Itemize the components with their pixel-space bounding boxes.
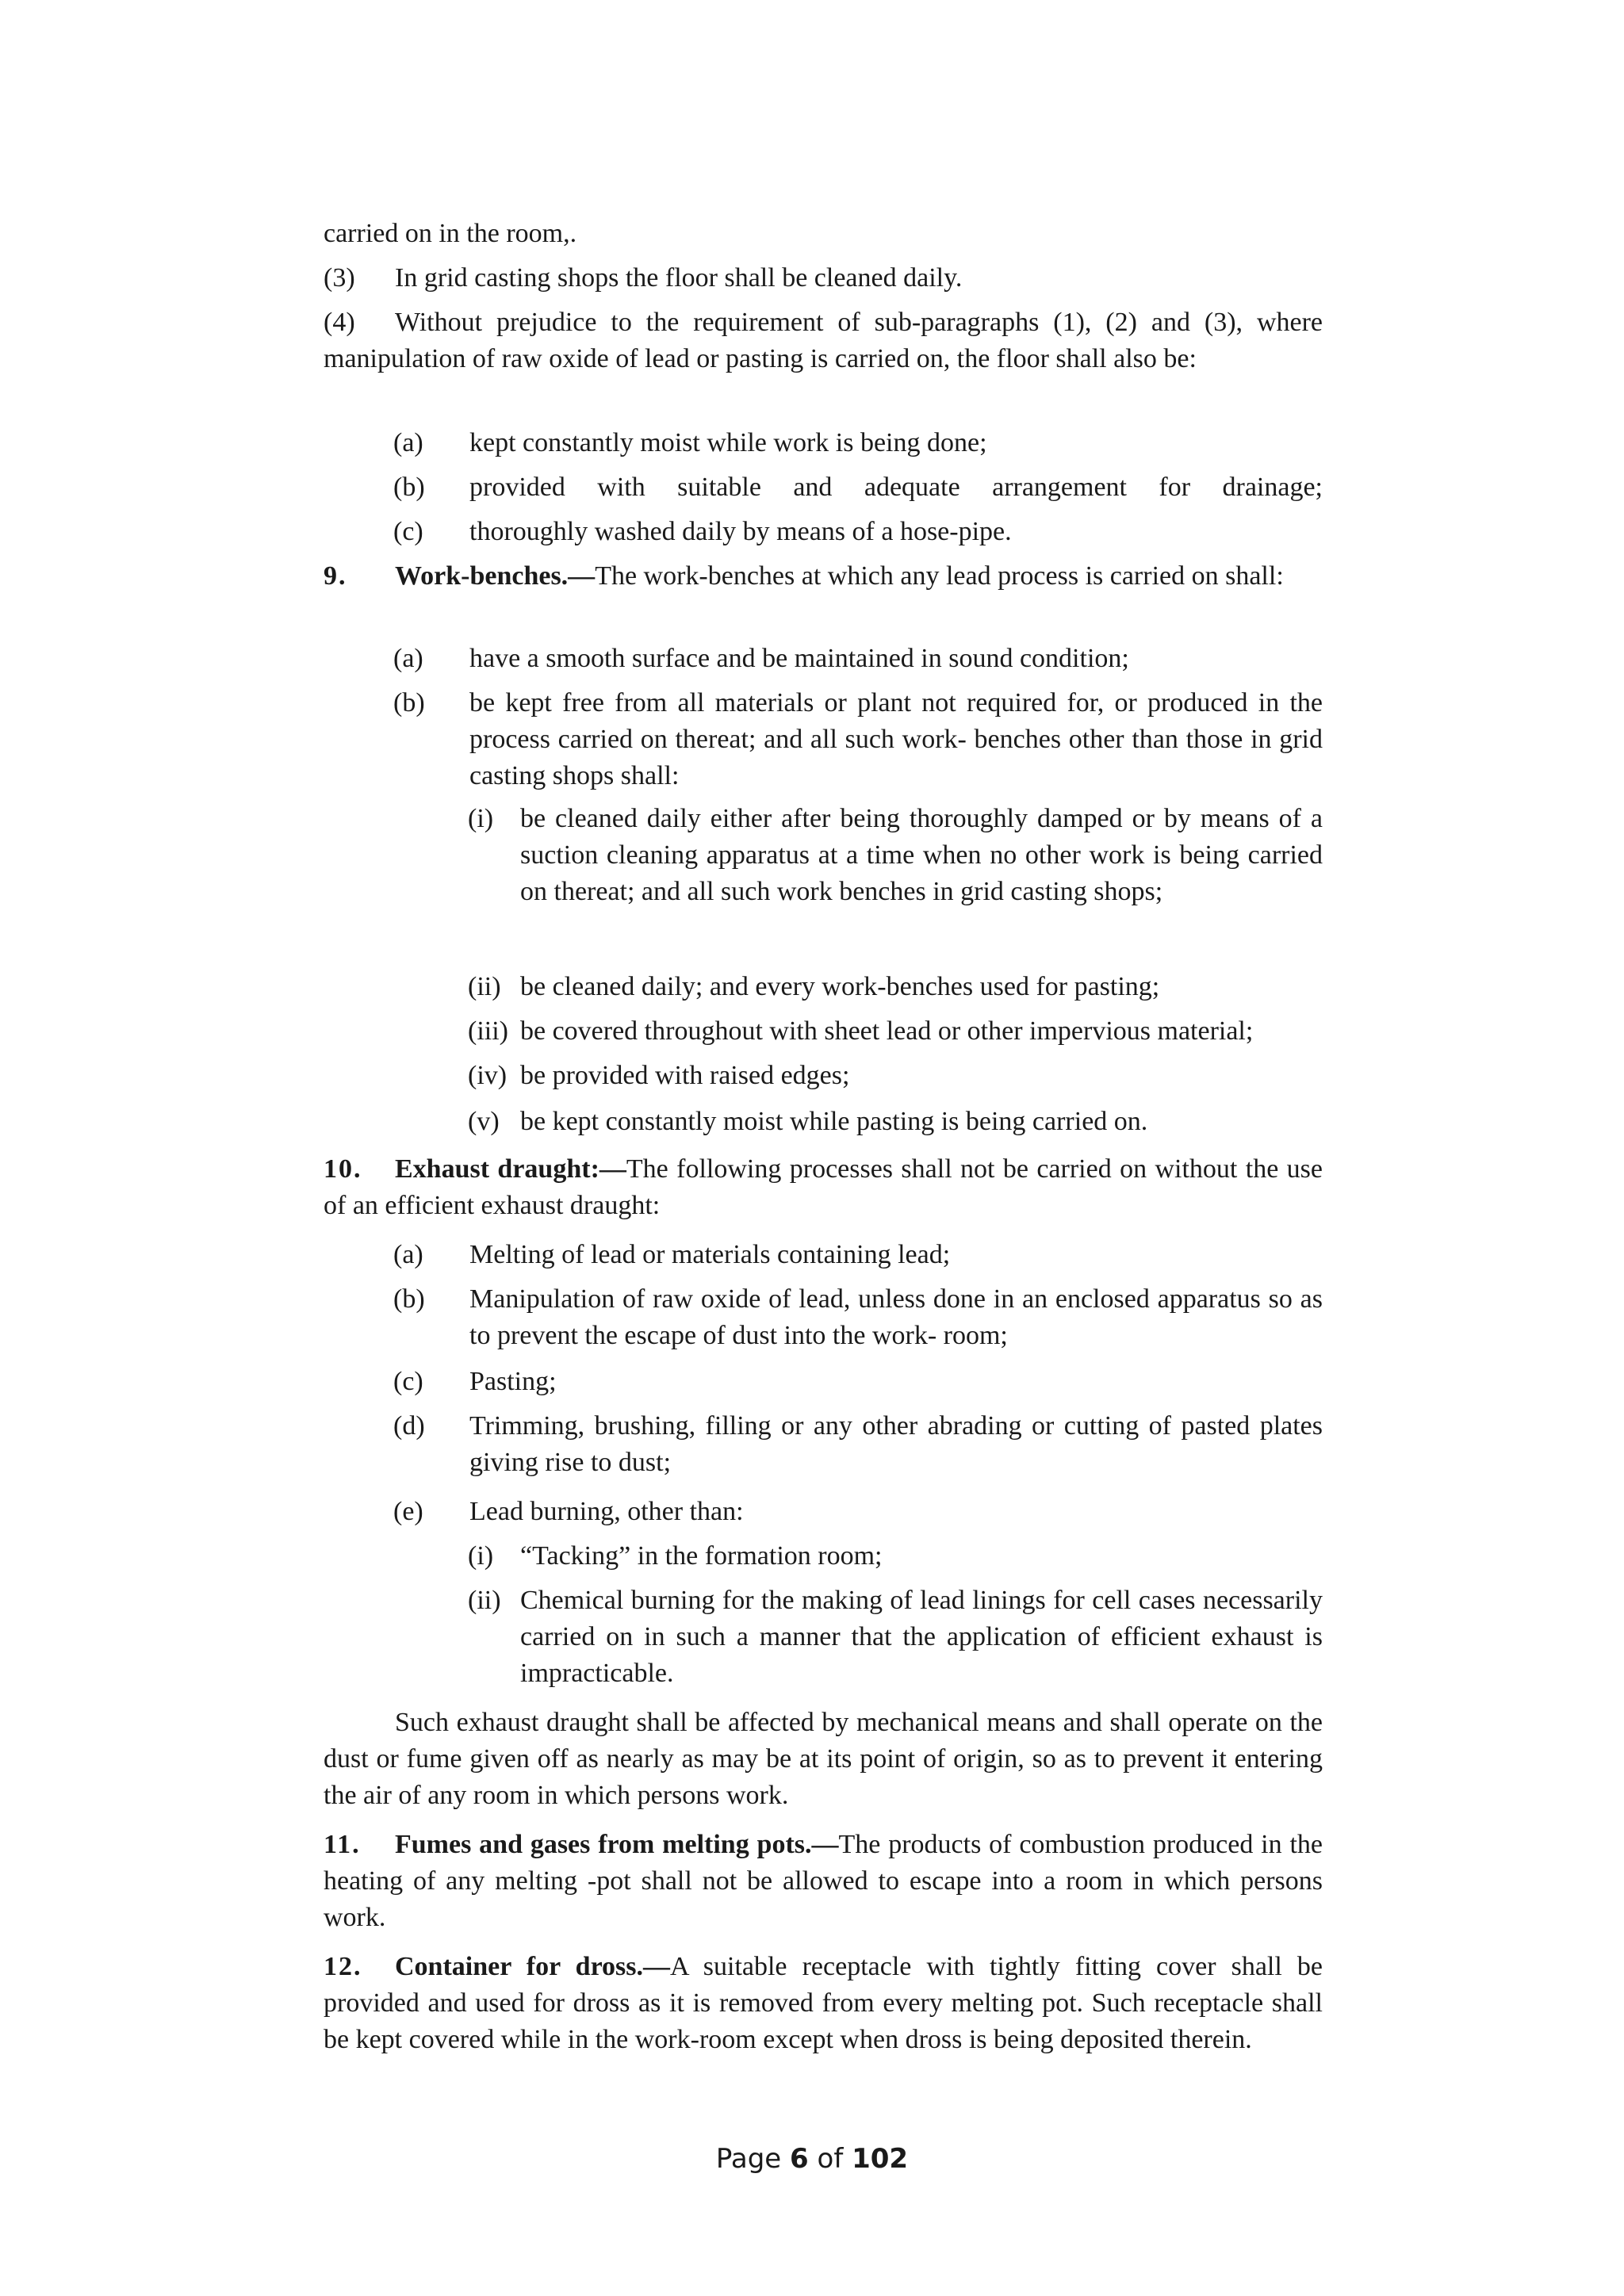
exhaust-item (393, 1494, 1323, 1530)
item-text: thoroughly washed daily by means of a hose-pipe. (469, 517, 1012, 546)
page-of-label: of (817, 2143, 844, 2175)
benches-subitem (468, 1013, 1323, 1050)
subitem-label: (i) (468, 1541, 494, 1571)
subitem-text: Chemical burning for the making of lead linings for cell cases necessarily carried on in such a manner that the application of efficient exhaust is impracticable. (520, 1586, 1323, 1688)
subitem-text: be cleaned daily either after being thoroughly damped or by means of a suction cleaning apparatus at a time when no other work is being carried on thereat; and all such work benches in grid casting shops; (520, 804, 1323, 906)
item-label: (a) (393, 644, 423, 673)
section-text: A suitable receptacle with tightly fitting cover shall be provided and used for dross as it is removed from every melting pot. Such receptacle shall be kept covered while in the work-room except when dross is being deposited therein. (324, 1952, 1323, 2054)
total-page-count: 102 (852, 2143, 909, 2175)
paragraph-4 (324, 304, 1323, 377)
paragraph-label: (3) (324, 263, 355, 293)
subitem-label: (iii) (468, 1016, 508, 1046)
continuation-line: carried on in the room,. (324, 219, 577, 248)
item-text: have a smooth surface and be maintained in sound condition; (469, 644, 1129, 673)
floor-item (393, 425, 1323, 461)
item-label: (e) (393, 1497, 423, 1526)
exhaust-closing-paragraph: Such exhaust draught shall be affected by mechanical means and shall operate on the dust or fume given off as nearly as may be at its point of origin, so as to prevent it entering the air of any room in which persons work. (324, 1708, 1323, 1810)
paragraph-label: (4) (324, 308, 355, 337)
floor-item (393, 514, 1323, 550)
exhaust-item (393, 1364, 1323, 1400)
item-text: Trimming, brushing, filling or any other abrading or cutting of pasted plates giving rise to dust; (469, 1411, 1323, 1477)
section-number: 11. (324, 1830, 361, 1859)
subitem-text: be covered throughout with sheet lead or other impervious material; (520, 1016, 1254, 1046)
item-label: (b) (393, 688, 425, 718)
item-label: (a) (393, 1240, 423, 1269)
benches-item (393, 641, 1323, 677)
section-number: 9. (324, 561, 347, 591)
page-label: Page (715, 2143, 782, 2175)
exhaust-subitem (468, 1538, 1323, 1575)
item-label: (c) (393, 517, 423, 546)
item-label: (b) (393, 1284, 425, 1314)
exhaust-item (393, 1408, 1323, 1481)
benches-item (393, 685, 1323, 794)
section-11-paragraph (324, 1827, 1323, 1936)
item-label: (c) (393, 1367, 423, 1396)
subitem-label: (i) (468, 804, 494, 833)
item-label: (d) (393, 1411, 425, 1441)
section-text: The following processes shall not be carried on without the use of an efficient exhaust draught: (324, 1154, 1323, 1220)
item-text: provided with suitable and adequate arrangement for drainage; (469, 473, 1323, 502)
section-10-heading (324, 1151, 1323, 1224)
section-title: Fumes and gases from melting pots.— (395, 1830, 839, 1859)
subitem-label: (v) (468, 1107, 500, 1136)
subitem-label: (iv) (468, 1061, 508, 1090)
item-text: kept constantly moist while work is being done; (469, 428, 987, 457)
floor-item (393, 469, 1323, 506)
section-title: Work-benches.— (395, 561, 596, 591)
section-number: 10. (324, 1154, 362, 1184)
section-12-paragraph (324, 1949, 1323, 2058)
section-text: The products of combustion produced in the heating of any melting -pot shall not be allowed to escape into a room in which persons work. (324, 1830, 1323, 1932)
subitem-text: be kept constantly moist while pasting is being carried on. (520, 1107, 1148, 1136)
item-text: Pasting; (469, 1367, 557, 1396)
section-title: Container for dross.— (395, 1952, 671, 1981)
benches-subitem (468, 801, 1323, 910)
benches-subitem (468, 1104, 1323, 1140)
exhaust-item (393, 1281, 1323, 1354)
subitem-text: “Tacking” in the formation room; (520, 1541, 883, 1571)
section-title: Exhaust draught:— (395, 1154, 626, 1184)
paragraph-text: Without prejudice to the requirement of sub-paragraphs (1), (2) and (3), where manipulation of raw oxide of lead or pasting is carried on, the floor shall also be: (324, 308, 1323, 373)
section-text: The work-benches at which any lead process is carried on shall: (595, 561, 1284, 591)
subitem-label: (ii) (468, 1586, 501, 1615)
section-9-heading (324, 558, 1323, 595)
current-page-number: 6 (790, 2143, 809, 2175)
item-text: Lead burning, other than: (469, 1497, 744, 1526)
subitem-text: be provided with raised edges; (520, 1061, 850, 1090)
section-number: 12. (324, 1952, 362, 1981)
item-text: Melting of lead or materials containing lead; (469, 1240, 951, 1269)
item-label: (b) (393, 473, 425, 502)
page-footer (0, 2141, 1624, 2177)
paragraph-text: In grid casting shops the floor shall be cleaned daily. (395, 263, 963, 293)
subitem-text: be cleaned daily; and every work-benches used for pasting; (520, 972, 1160, 1001)
paragraph-3 (324, 260, 1323, 297)
item-text: be kept free from all materials or plant not required for, or produced in the process carried on thereat; and all such work- benches other than those in grid casting shops shall: (469, 688, 1323, 790)
exhaust-subitem (468, 1582, 1323, 1692)
item-label: (a) (393, 428, 423, 457)
subitem-label: (ii) (468, 972, 501, 1001)
benches-subitem (468, 969, 1323, 1005)
benches-subitem (468, 1058, 1323, 1094)
item-text: Manipulation of raw oxide of lead, unless done in an enclosed apparatus so as to prevent the escape of dust into the work- room; (469, 1284, 1323, 1350)
exhaust-item (393, 1237, 1323, 1273)
